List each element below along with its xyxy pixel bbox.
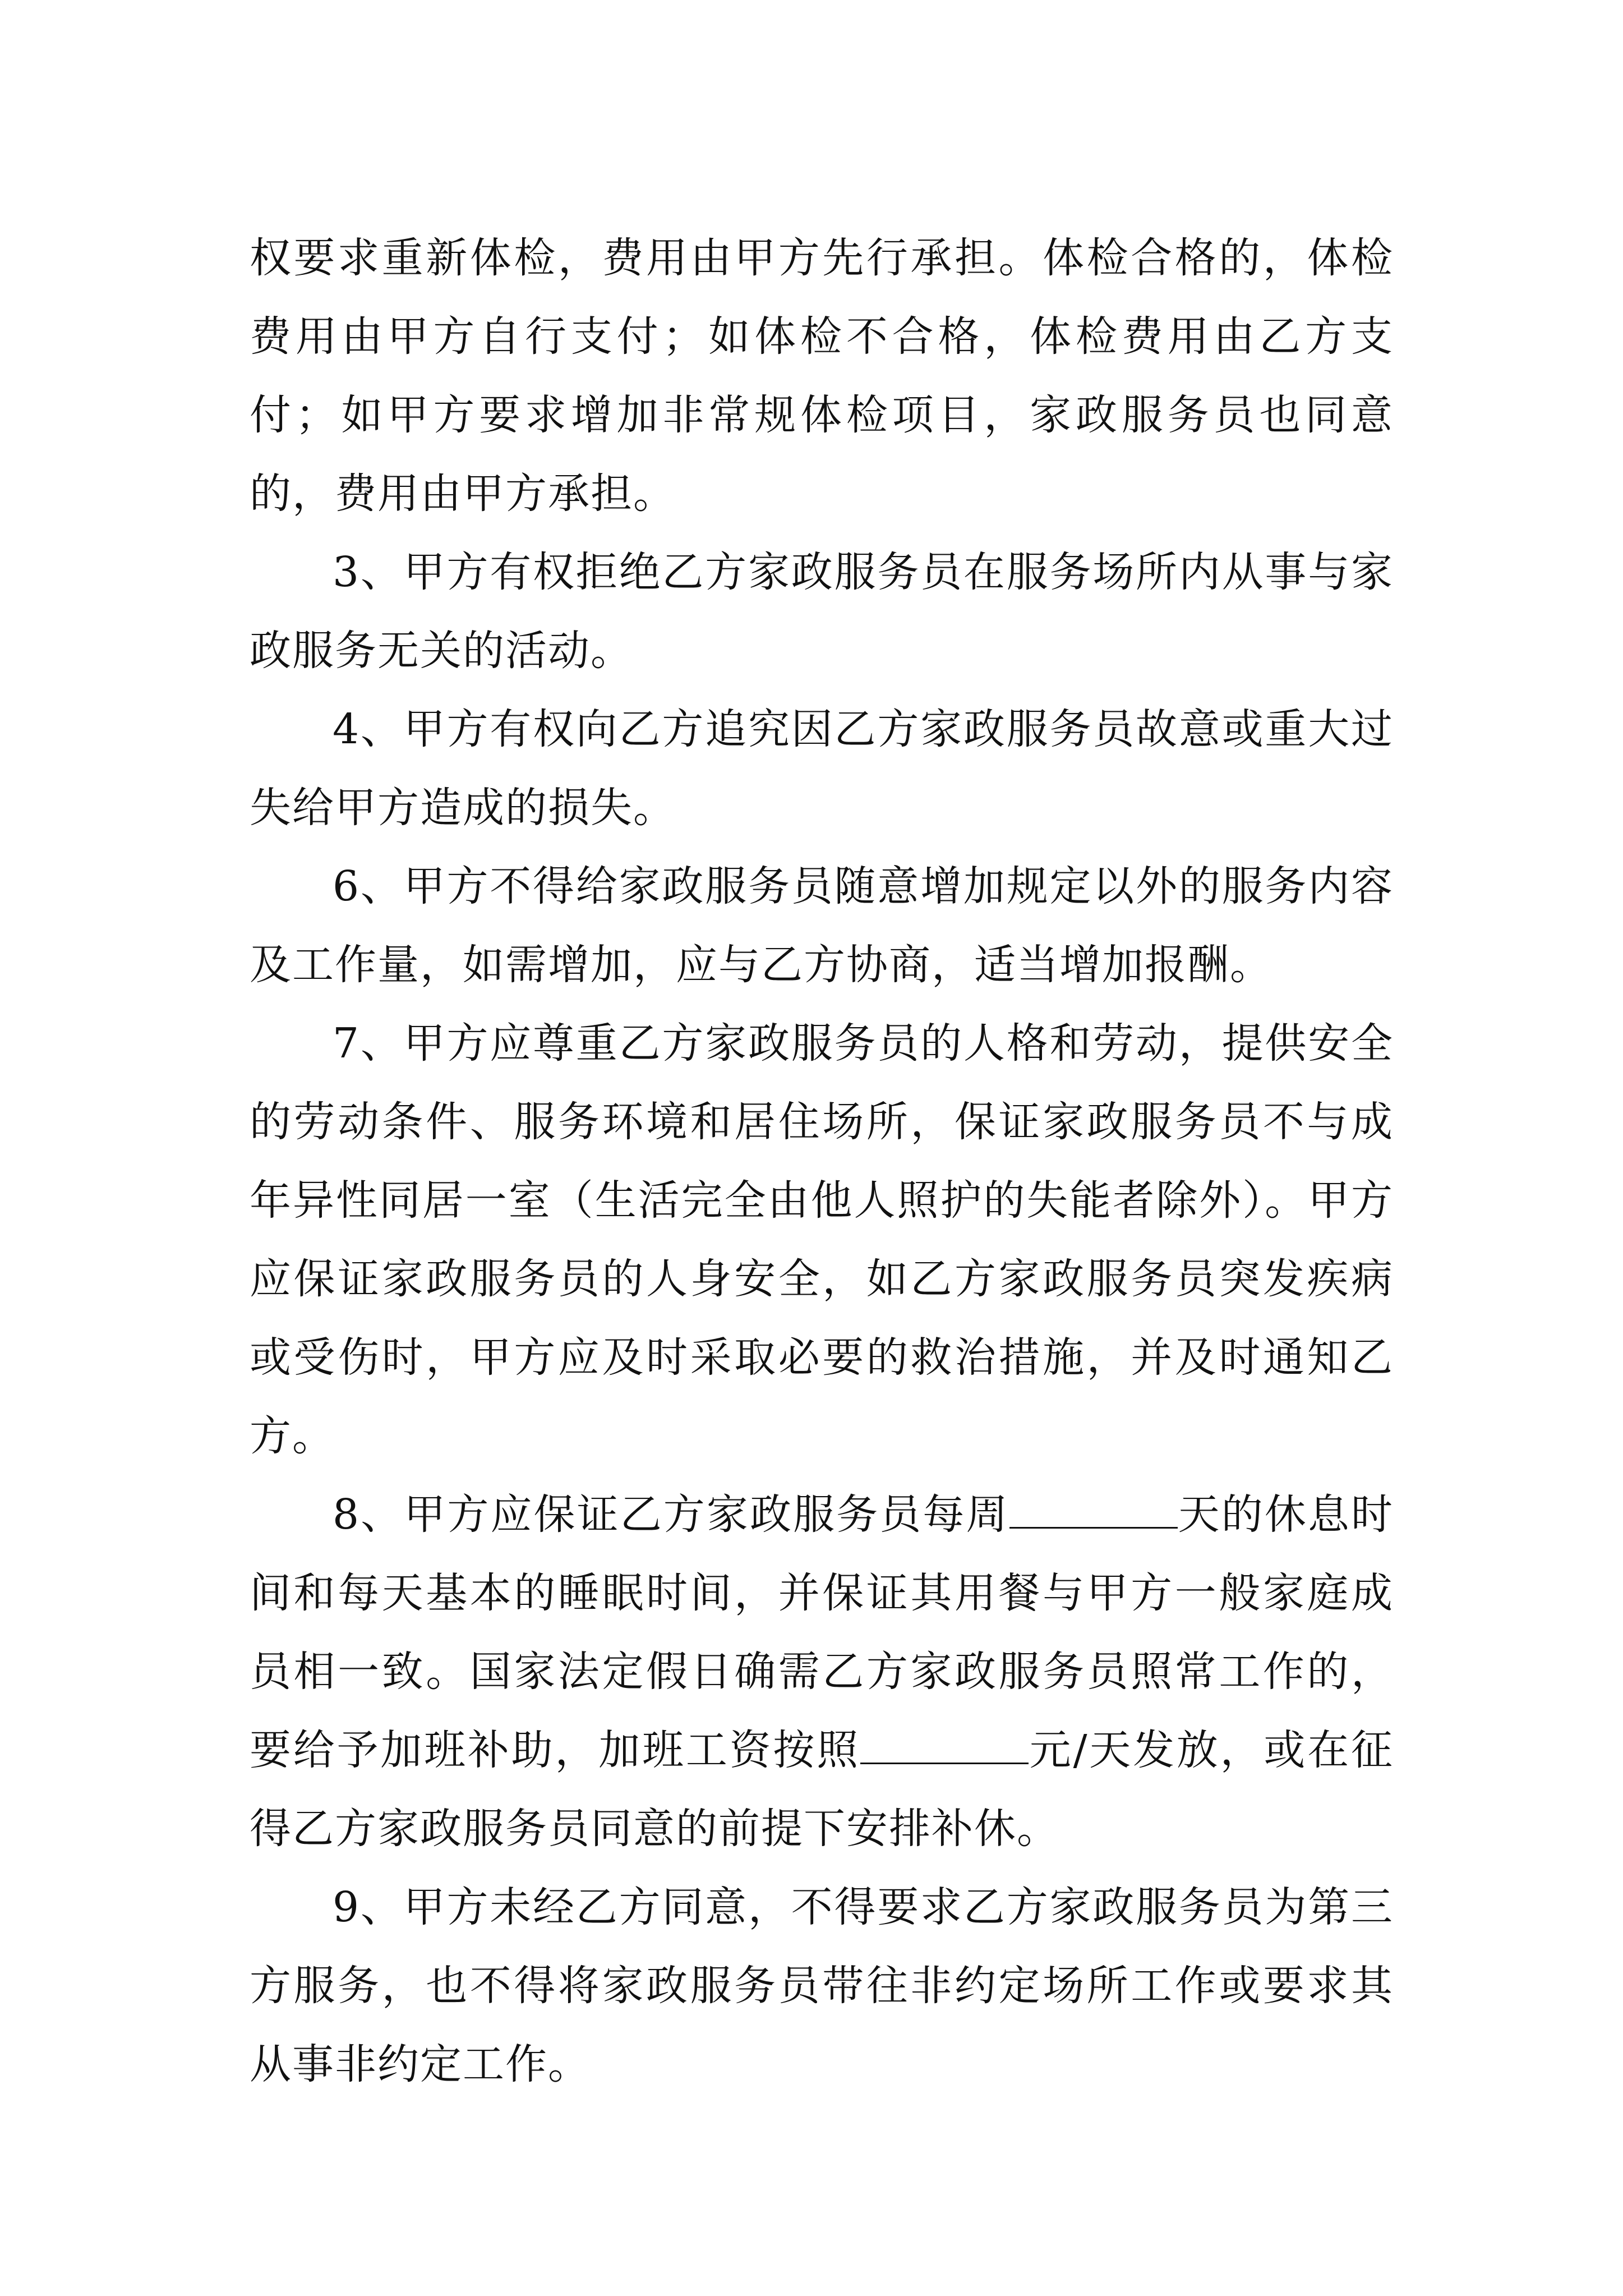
overtime-pay-blank [860, 1729, 1029, 1764]
paragraph-clause-7: 7、甲方应尊重乙方家政服务员的人格和劳动，提供安全的劳动条件、服务环境和居住场所，保证家政服务员不与成年异性同居一室（生活完全由他人照护的失能者除外）。甲方应保证家政服务员的人身安全，如乙方家政服务员突发疾病或受伤时，甲方应及时采取必要的救治措施，并及时通知乙方。 [250, 1019, 1394, 1460]
rest-days-blank [1009, 1493, 1178, 1529]
document-body [250, 219, 1394, 2104]
clause-8-text-part2: 天的休息时间和每天基本的睡眠时间，并保证其用餐与甲方一般家庭成员相一致。国家法定假日确需乙方家政服务员照常工作的，要给予加班补助，加班工资按照 [250, 1490, 1394, 1774]
clause-8-text-part1: 8、甲方应保证乙方家政服务员每周 [333, 1490, 1009, 1539]
paragraph-clause-3: 3、甲方有权拒绝乙方家政服务员在服务场所内从事与家政服务无关的活动。 [250, 548, 1394, 675]
paragraph-clause-4: 4、甲方有权向乙方追究因乙方家政服务员故意或重大过失给甲方造成的损失。 [250, 705, 1394, 832]
paragraph-clause-8 [250, 1475, 1394, 1868]
paragraph-continuation: 权要求重新体检，费用由甲方先行承担。体检合格的，体检费用由甲方自行支付；如体检不合格，体检费用由乙方支付；如甲方要求增加非常规体检项目，家政服务员也同意的，费用由甲方承担。 [250, 234, 1394, 518]
clause-8-text-part3: 元/天发放，或在征得乙方家政服务员同意的前提下安排补休。 [250, 1726, 1394, 1853]
paragraph-clause-9: 9、甲方未经乙方同意，不得要求乙方家政服务员为第三方服务，也不得将家政服务员带往非约定场所工作或要求其从事非约定工作。 [250, 1883, 1394, 2088]
paragraph-clause-6: 6、甲方不得给家政服务员随意增加规定以外的服务内容及工作量，如需增加，应与乙方协商，适当增加报酬。 [250, 862, 1394, 989]
